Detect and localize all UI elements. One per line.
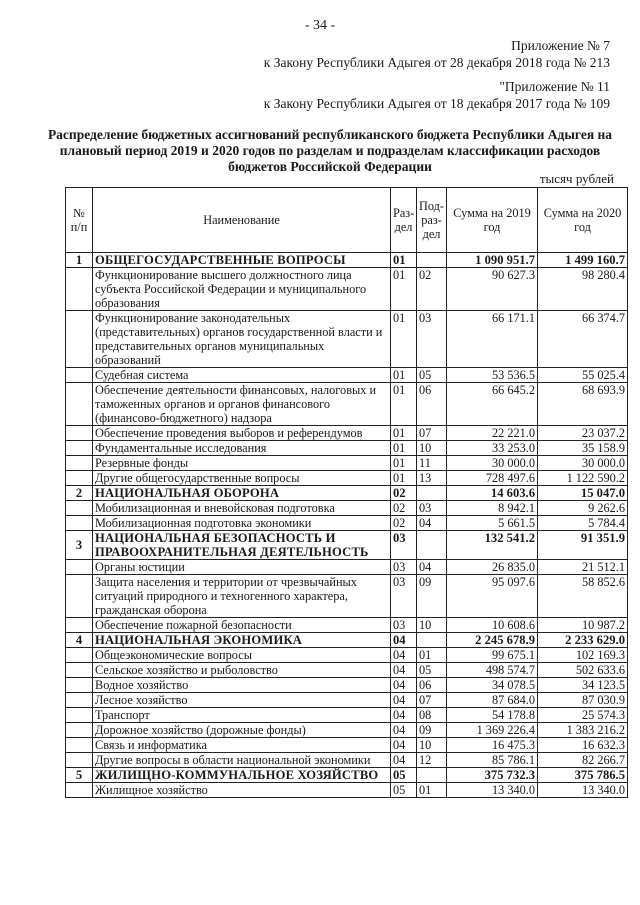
row-sum-2019: 1 369 226.4: [447, 723, 538, 738]
row-razdel: 02: [391, 486, 417, 501]
table-row: [66, 708, 628, 723]
row-number: [66, 471, 93, 486]
row-number: 3: [66, 531, 93, 560]
table-row: [66, 648, 628, 663]
row-sum-2020: 35 158.9: [538, 441, 628, 456]
table-row: [66, 516, 628, 531]
row-sum-2020: 55 025.4: [538, 368, 628, 383]
row-sum-2020: 23 037.2: [538, 426, 628, 441]
row-number: [66, 678, 93, 693]
row-name: НАЦИОНАЛЬНАЯ ЭКОНОМИКА: [93, 633, 391, 648]
row-podrazdel: 05: [417, 368, 447, 383]
row-podrazdel: [417, 531, 447, 560]
unit-label: тысяч рублей: [539, 171, 614, 186]
row-sum-2019: 498 574.7: [447, 663, 538, 678]
row-sum-2020: 375 786.5: [538, 768, 628, 783]
row-podrazdel: [417, 486, 447, 501]
row-podrazdel: 04: [417, 560, 447, 575]
row-name: Обеспечение проведения выборов и референдумов: [93, 426, 391, 441]
row-sum-2020: 15 047.0: [538, 486, 628, 501]
row-sum-2020: 102 169.3: [538, 648, 628, 663]
table-row: [66, 738, 628, 753]
row-razdel: 04: [391, 648, 417, 663]
table-row: [66, 441, 628, 456]
row-razdel: 04: [391, 633, 417, 648]
appendix-label: Приложение № 7: [511, 38, 610, 53]
row-sum-2019: 66 171.1: [447, 311, 538, 368]
row-name: Фундаментальные исследования: [93, 441, 391, 456]
row-razdel: 02: [391, 501, 417, 516]
page-number: - 34 -: [304, 18, 336, 33]
row-sum-2019: 34 078.5: [447, 678, 538, 693]
row-number: [66, 575, 93, 618]
row-sum-2020: 5 784.4: [538, 516, 628, 531]
section-row: [66, 531, 628, 560]
row-razdel: 03: [391, 575, 417, 618]
row-sum-2020: 2 233 629.0: [538, 633, 628, 648]
table-row: [66, 693, 628, 708]
row-sum-2019: 22 221.0: [447, 426, 538, 441]
row-name: Общеэкономические вопросы: [93, 648, 391, 663]
row-razdel: 04: [391, 753, 417, 768]
row-name: Обеспечение деятельности финансовых, налоговых и таможенных органов и органов финансового (финансово-бюджетного) надзора: [93, 383, 391, 426]
row-podrazdel: 02: [417, 268, 447, 311]
row-number: [66, 268, 93, 311]
row-sum-2019: 132 541.2: [447, 531, 538, 560]
row-razdel: 01: [391, 311, 417, 368]
row-podrazdel: 03: [417, 311, 447, 368]
row-sum-2019: 728 497.6: [447, 471, 538, 486]
row-sum-2020: 1 499 160.7: [538, 253, 628, 268]
row-name: ОБЩЕГОСУДАРСТВЕННЫЕ ВОПРОСЫ: [93, 253, 391, 268]
row-sum-2020: 58 852.6: [538, 575, 628, 618]
row-number: 4: [66, 633, 93, 648]
row-sum-2019: 2 245 678.9: [447, 633, 538, 648]
table-row: [66, 268, 628, 311]
row-name: Мобилизационная и вневойсковая подготовка: [93, 501, 391, 516]
row-sum-2020: 16 632.3: [538, 738, 628, 753]
row-number: [66, 456, 93, 471]
row-razdel: 05: [391, 768, 417, 783]
table-row: [66, 383, 628, 426]
row-number: [66, 663, 93, 678]
row-sum-2020: 98 280.4: [538, 268, 628, 311]
row-podrazdel: 13: [417, 471, 447, 486]
row-sum-2019: 26 835.0: [447, 560, 538, 575]
row-razdel: 03: [391, 531, 417, 560]
row-sum-2019: 375 732.3: [447, 768, 538, 783]
row-sum-2019: 30 000.0: [447, 456, 538, 471]
row-name: Сельское хозяйство и рыболовство: [93, 663, 391, 678]
table-row: [66, 783, 628, 798]
row-sum-2019: 99 675.1: [447, 648, 538, 663]
row-name: Органы юстиции: [93, 560, 391, 575]
row-podrazdel: 10: [417, 441, 447, 456]
row-razdel: 04: [391, 708, 417, 723]
row-number: [66, 516, 93, 531]
row-name: Жилищное хозяйство: [93, 783, 391, 798]
row-name: Резервные фонды: [93, 456, 391, 471]
row-number: [66, 441, 93, 456]
row-podrazdel: 06: [417, 383, 447, 426]
row-name: Судебная система: [93, 368, 391, 383]
row-name: Мобилизационная подготовка экономики: [93, 516, 391, 531]
row-razdel: 01: [391, 426, 417, 441]
row-sum-2020: 87 030.9: [538, 693, 628, 708]
table-row: [66, 618, 628, 633]
row-sum-2020: 502 633.6: [538, 663, 628, 678]
col-header-podrazdel: Под-раз-дел: [417, 188, 447, 253]
row-podrazdel: 12: [417, 753, 447, 768]
row-sum-2019: 13 340.0: [447, 783, 538, 798]
row-name: Другие вопросы в области национальной экономики: [93, 753, 391, 768]
row-podrazdel: [417, 253, 447, 268]
row-razdel: 04: [391, 723, 417, 738]
row-sum-2019: 33 253.0: [447, 441, 538, 456]
row-razdel: 01: [391, 268, 417, 311]
row-sum-2019: 8 942.1: [447, 501, 538, 516]
row-podrazdel: 06: [417, 678, 447, 693]
table-row: [66, 456, 628, 471]
row-number: 2: [66, 486, 93, 501]
row-sum-2019: 10 608.6: [447, 618, 538, 633]
row-name: НАЦИОНАЛЬНАЯ ОБОРОНА: [93, 486, 391, 501]
row-razdel: 02: [391, 516, 417, 531]
row-sum-2019: 54 178.8: [447, 708, 538, 723]
col-header-num: № п/п: [66, 188, 93, 253]
budget-table: [65, 187, 628, 798]
row-number: [66, 783, 93, 798]
row-number: 5: [66, 768, 93, 783]
table-row: [66, 501, 628, 516]
row-podrazdel: 05: [417, 663, 447, 678]
row-razdel: 01: [391, 383, 417, 426]
row-name: Транспорт: [93, 708, 391, 723]
row-number: [66, 753, 93, 768]
row-sum-2020: 21 512.1: [538, 560, 628, 575]
row-podrazdel: 10: [417, 738, 447, 753]
row-sum-2020: 68 693.9: [538, 383, 628, 426]
row-podrazdel: 04: [417, 516, 447, 531]
row-razdel: 05: [391, 783, 417, 798]
row-podrazdel: 09: [417, 575, 447, 618]
row-name: Обеспечение пожарной безопасности: [93, 618, 391, 633]
row-podrazdel: 08: [417, 708, 447, 723]
row-name: НАЦИОНАЛЬНАЯ БЕЗОПАСНОСТЬ И ПРАВООХРАНИТЕЛЬНАЯ ДЕЯТЕЛЬНОСТЬ: [93, 531, 391, 560]
row-sum-2020: 1 383 216.2: [538, 723, 628, 738]
row-podrazdel: 09: [417, 723, 447, 738]
row-razdel: 04: [391, 738, 417, 753]
row-number: [66, 648, 93, 663]
col-header-razdel: Раз-дел: [391, 188, 417, 253]
row-name: ЖИЛИЩНО-КОММУНАЛЬНОЕ ХОЗЯЙСТВО: [93, 768, 391, 783]
row-razdel: 04: [391, 663, 417, 678]
row-number: [66, 693, 93, 708]
row-podrazdel: 01: [417, 648, 447, 663]
table-row: [66, 753, 628, 768]
row-sum-2020: 82 266.7: [538, 753, 628, 768]
row-sum-2019: 16 475.3: [447, 738, 538, 753]
law-reference: к Закону Республики Адыгея от 28 декабря 2018 года № 213: [263, 55, 610, 70]
row-podrazdel: 07: [417, 426, 447, 441]
row-sum-2019: 85 786.1: [447, 753, 538, 768]
row-sum-2019: 14 603.6: [447, 486, 538, 501]
section-row: [66, 253, 628, 268]
row-name: Функционирование законодательных (представительных) органов государственной власти и представительных органов муниципальных образований: [93, 311, 391, 368]
table-header-row: [66, 188, 628, 253]
row-number: [66, 311, 93, 368]
row-podrazdel: [417, 768, 447, 783]
row-number: [66, 560, 93, 575]
row-sum-2019: 1 090 951.7: [447, 253, 538, 268]
row-number: [66, 738, 93, 753]
row-sum-2019: 53 536.5: [447, 368, 538, 383]
row-sum-2020: 30 000.0: [538, 456, 628, 471]
row-podrazdel: 10: [417, 618, 447, 633]
row-razdel: 01: [391, 253, 417, 268]
row-podrazdel: 11: [417, 456, 447, 471]
row-number: [66, 618, 93, 633]
appendix-label-previous: "Приложение № 11: [499, 79, 610, 94]
table-body: [66, 253, 628, 798]
row-number: 1: [66, 253, 93, 268]
row-razdel: 04: [391, 678, 417, 693]
table-row: [66, 426, 628, 441]
table-row: [66, 311, 628, 368]
row-razdel: 04: [391, 693, 417, 708]
row-name: Связь и информатика: [93, 738, 391, 753]
row-number: [66, 708, 93, 723]
row-sum-2019: 66 645.2: [447, 383, 538, 426]
table-row: [66, 560, 628, 575]
row-razdel: 01: [391, 368, 417, 383]
row-podrazdel: 03: [417, 501, 447, 516]
row-razdel: 01: [391, 471, 417, 486]
row-number: [66, 426, 93, 441]
row-podrazdel: 07: [417, 693, 447, 708]
section-row: [66, 486, 628, 501]
row-name: Водное хозяйство: [93, 678, 391, 693]
section-row: [66, 633, 628, 648]
row-number: [66, 368, 93, 383]
row-sum-2020: 66 374.7: [538, 311, 628, 368]
table-row: [66, 575, 628, 618]
row-razdel: 01: [391, 441, 417, 456]
col-header-name: Наименование: [93, 188, 391, 253]
row-razdel: 03: [391, 618, 417, 633]
col-header-sum-2019: Сумма на 2019 год: [447, 188, 538, 253]
table-row: [66, 368, 628, 383]
row-sum-2019: 95 097.6: [447, 575, 538, 618]
row-sum-2019: 90 627.3: [447, 268, 538, 311]
row-razdel: 01: [391, 456, 417, 471]
row-sum-2019: 5 661.5: [447, 516, 538, 531]
row-name: Дорожное хозяйство (дорожные фонды): [93, 723, 391, 738]
row-sum-2019: 87 684.0: [447, 693, 538, 708]
row-sum-2020: 9 262.6: [538, 501, 628, 516]
row-podrazdel: 01: [417, 783, 447, 798]
table-row: [66, 723, 628, 738]
col-header-sum-2020: Сумма на 2020 год: [538, 188, 628, 253]
row-sum-2020: 10 987.2: [538, 618, 628, 633]
row-sum-2020: 91 351.9: [538, 531, 628, 560]
row-podrazdel: [417, 633, 447, 648]
law-reference-previous: к Закону Республики Адыгея от 18 декабря 2017 года № 109: [263, 96, 610, 111]
document-title: Распределение бюджетных ассигнований республиканского бюджета Республики Адыгея на плановый период 2019 и 2020 годов по разделам и подразделам классификации расходов бюджетов Российской Федерации: [47, 127, 613, 174]
row-sum-2020: 34 123.5: [538, 678, 628, 693]
row-number: [66, 501, 93, 516]
row-number: [66, 723, 93, 738]
row-number: [66, 383, 93, 426]
row-name: Защита населения и территории от чрезвычайных ситуаций природного и техногенного характера, гражданская оборона: [93, 575, 391, 618]
section-row: [66, 768, 628, 783]
table-row: [66, 678, 628, 693]
row-sum-2020: 25 574.3: [538, 708, 628, 723]
row-name: Другие общегосударственные вопросы: [93, 471, 391, 486]
table-row: [66, 663, 628, 678]
row-name: Лесное хозяйство: [93, 693, 391, 708]
row-sum-2020: 13 340.0: [538, 783, 628, 798]
row-razdel: 03: [391, 560, 417, 575]
row-name: Функционирование высшего должностного лица субъекта Российской Федерации и муниципального образования: [93, 268, 391, 311]
table-row: [66, 471, 628, 486]
row-sum-2020: 1 122 590.2: [538, 471, 628, 486]
